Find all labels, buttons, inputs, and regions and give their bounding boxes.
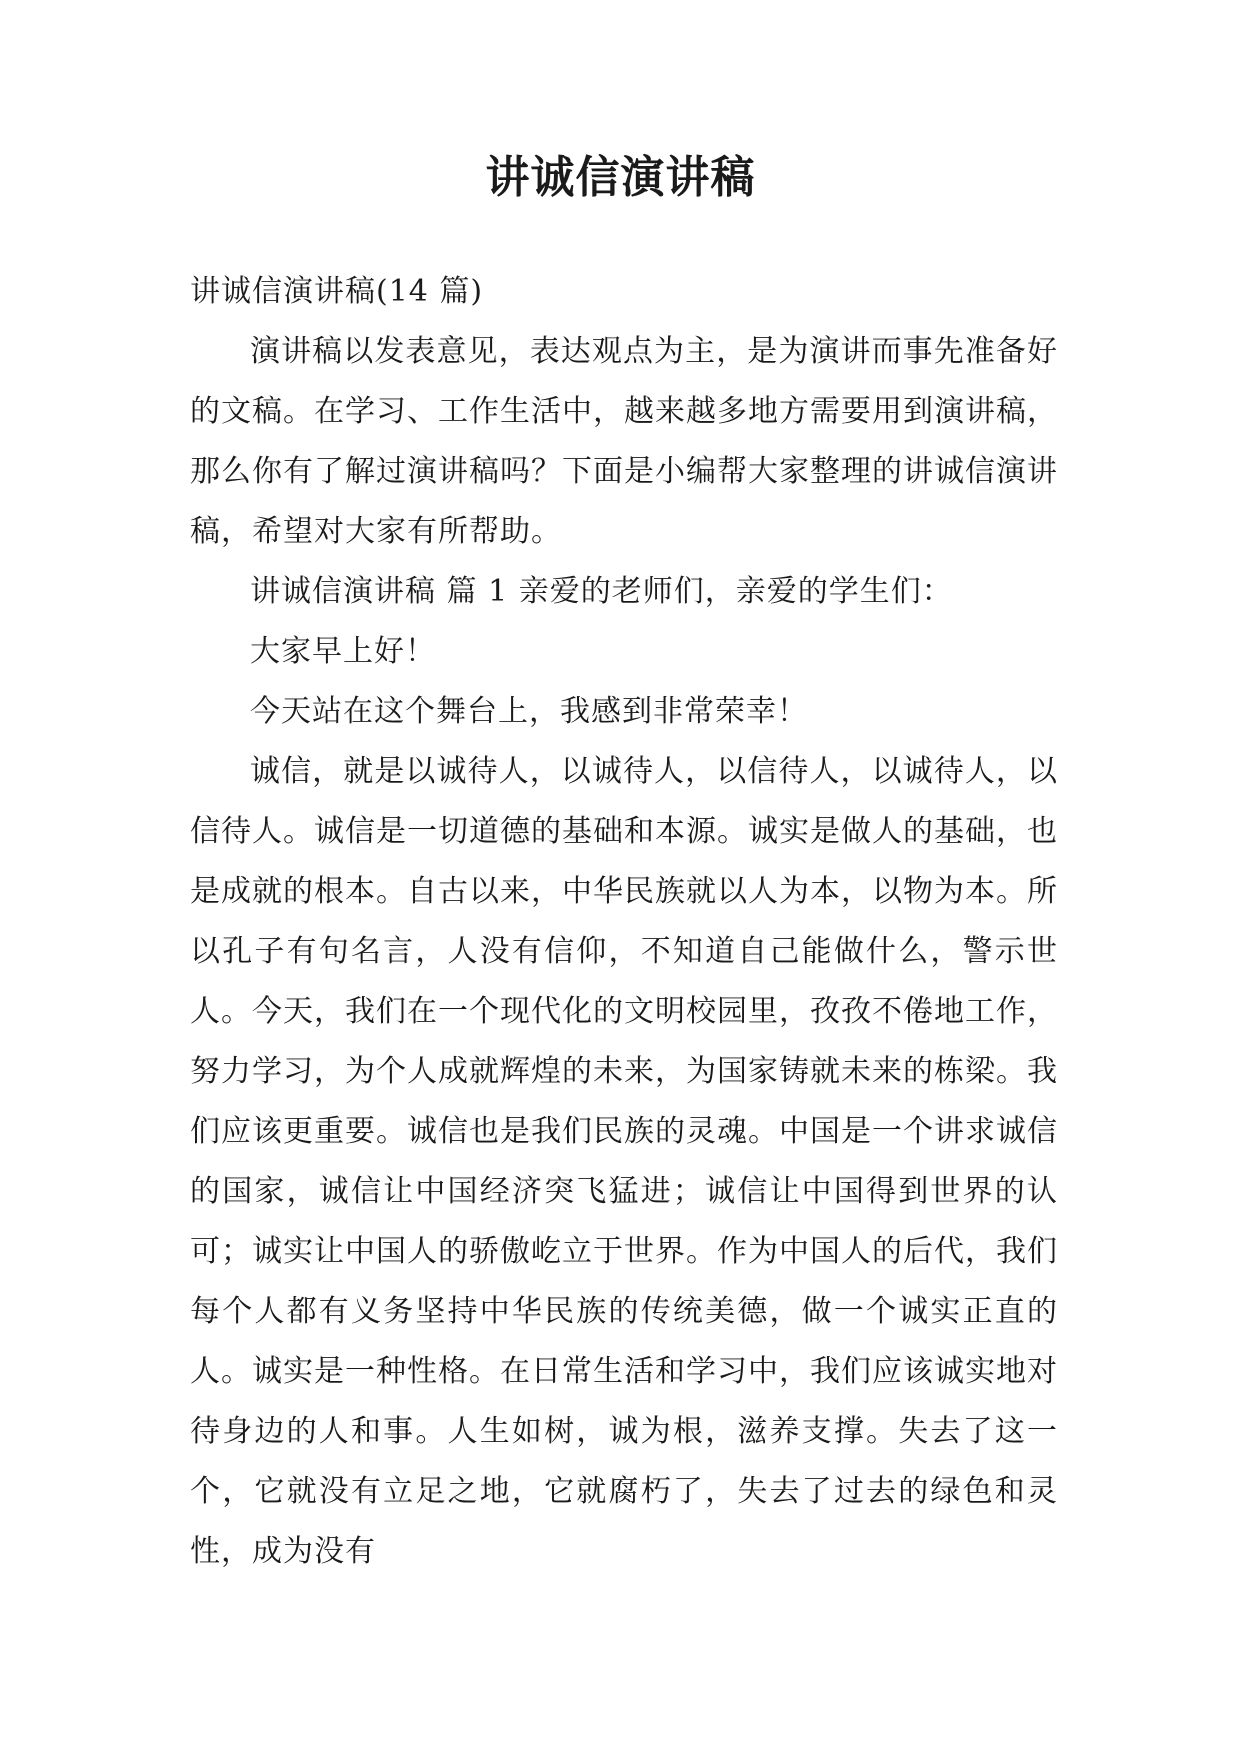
honor-paragraph: 今天站在这个舞台上，我感到非常荣幸！ [250, 694, 808, 729]
document-body [190, 262, 1058, 1582]
intro-paragraph: 演讲稿以发表意见，表达观点为主，是为演讲而事先准备好的文稿。在学习、工作生活中，越来越多地方需要用到演讲稿，那么你有了解过演讲稿吗？下面是小编帮大家整理的讲诚信演讲稿，希望对大家有所帮助。 [190, 334, 1058, 549]
document-title: 讲诚信演讲稿 [485, 152, 756, 203]
integrity-paragraph: 诚信，就是以诚待人，以诚待人，以信待人，以诚待人，以信待人。诚信是一切道德的基础和本源。诚实是做人的基础，也是成就的根本。自古以来，中华民族就以人为本，以物为本。所以孔子有句名言，人没有信仰，不知道自己能做什么，警示世人。今天，我们在一个现代化的文明校园里，孜孜不倦地工作，努力学习，为个人成就辉煌的未来，为国家铸就未来的栋梁。我们应该更重要。诚信也是我们民族的灵魂。中国是一个讲求诚信的国家，诚信让中国经济突飞猛进；诚信让中国得到世界的认可；诚实让中国人的骄傲屹立于世界。作为中国人的后代，我们每个人都有义务坚持中华民族的传统美德，做一个诚实正直的人。诚实是一种性格。在日常生活和学习中，我们应该诚实地对待身边的人和事。人生如树，诚为根，滋养支撑。失去了这一个，它就没有立足之地，它就腐朽了，失去了过去的绿色和灵性，成为没有 [190, 754, 1058, 1569]
subtitle-paragraph: 讲诚信演讲稿(14 篇) [190, 274, 484, 309]
speech-heading-paragraph: 讲诚信演讲稿 篇 1 亲爱的老师们，亲爱的学生们： [250, 574, 953, 609]
greeting-paragraph: 大家早上好！ [250, 634, 436, 669]
